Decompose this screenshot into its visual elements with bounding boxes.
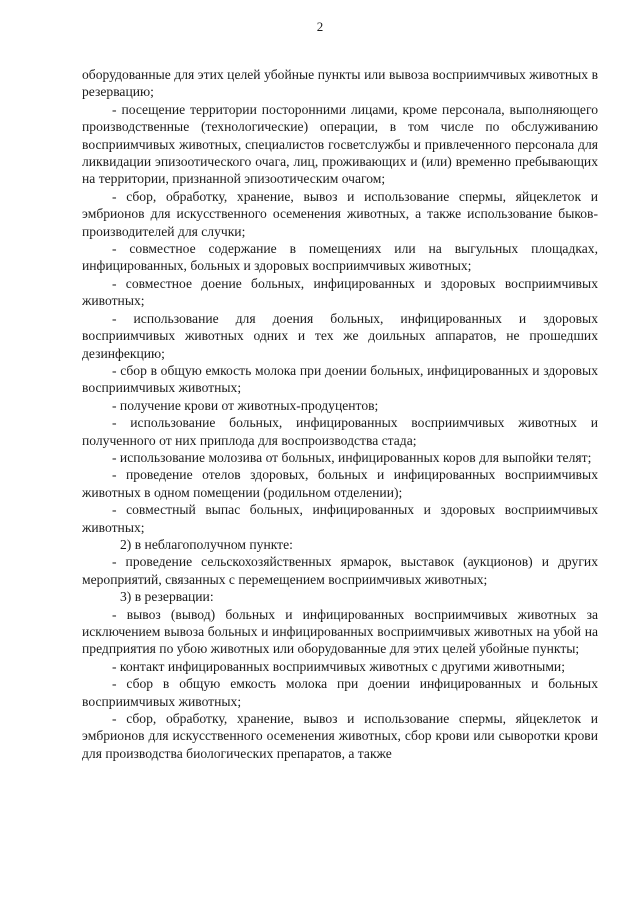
document-body	[82, 66, 598, 762]
list-item-contact: - контакт инфицированных восприимчивых животных с другими животными;	[112, 658, 565, 674]
list-item-blood-collection: - получение крови от животных-продуцентов;	[112, 397, 379, 413]
list-item-milk-container: - сбор в общую емкость молока при доении больных, инфицированных и здоровых восприимчивых животных;	[82, 362, 598, 396]
list-item-grazing: - совместный выпас больных, инфицированных и здоровых восприимчивых животных;	[82, 502, 598, 535]
section-heading-reservation: 3) в резервации:	[120, 589, 214, 605]
paragraph-continuation: оборудованные для этих целей убойные пункты или вывоза восприимчивых животных в резервацию;	[82, 67, 598, 100]
list-item-sperm-collection: - сбор, обработку, хранение, вывоз и использование спермы, яйцеклеток и эмбрионов для искусственного осеменения животных, а также использование быков-производителей для случки;	[82, 188, 598, 239]
list-item-breeding-use: - использование больных, инфицированных восприимчивых животных и полученного от них приплода для воспроизводства стада;	[82, 415, 598, 448]
page-number: 2	[316, 19, 324, 34]
section-heading-unfavorable-point: 2) в неблагополучном пункте:	[120, 536, 293, 552]
list-item-calving: - проведение отелов здоровых, больных и инфицированных восприимчивых животных в одном помещении (родильном отделении);	[82, 467, 598, 500]
list-item-sperm-blood: - сбор, обработку, хранение, вывоз и использование спермы, яйцеклеток и эмбрионов для искусственного осеменения животных, сбор крови или сыворотки крови для производства биологических препаратов, а также	[82, 711, 598, 761]
list-item-fairs: - проведение сельскохозяйственных ярмарок, выставок (аукционов) и других мероприятий, связанных с перемещением восприимчивых животных;	[82, 554, 598, 587]
list-item-milking-machines: - использование для доения больных, инфицированных и здоровых восприимчивых животных одних и тех же доильных аппаратов, не прошедших дезинфекцию;	[82, 310, 598, 361]
list-item-visitors: - посещение территории посторонними лицами, кроме персонала, выполняющего производственные (технологические) операции, в том числе по обслуживанию восприимчивых животных, специалистов госветслужбы и привлеченного персонала для ликвидации эпизоотического очага, лиц, проживающих и (или) временно пребывающих на территории, признанной эпизоотическим очагом;	[82, 101, 598, 187]
list-item-joint-keeping: - совместное содержание в помещениях или на выгульных площадках, инфицированных, больных и здоровых восприимчивых животных;	[82, 241, 598, 274]
list-item-removal: - вывоз (вывод) больных и инфицированных восприимчивых животных за исключением вывоза больных и инфицированных восприимчивых животных на убой на предприятия по убою животных или оборудованные для этих целей убойные пункты;	[82, 606, 598, 657]
list-item-colostrum: - использование молозива от больных, инфицированных коров для выпойки телят;	[112, 449, 592, 465]
list-item-joint-milking: - совместное доение больных, инфицированных и здоровых восприимчивых животных;	[82, 275, 598, 309]
list-item-milk-collection: - сбор в общую емкость молока при доении инфицированных и больных восприимчивых животных;	[82, 676, 598, 709]
